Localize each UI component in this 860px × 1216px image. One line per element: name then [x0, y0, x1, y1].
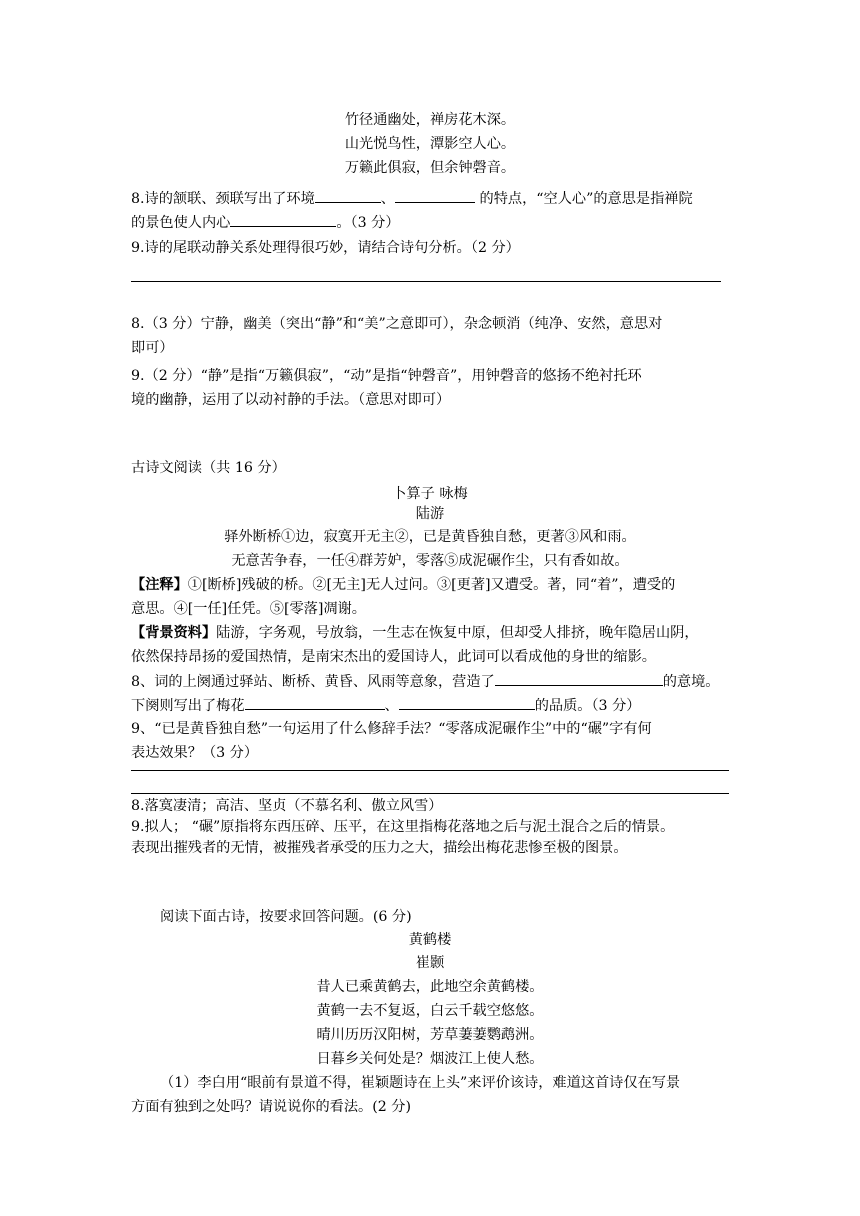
section-heading: 古诗文阅读（共 16 分）: [131, 460, 286, 476]
question-9: 9.诗的尾联动静关系处理得很巧妙，请结合诗句分析。（2 分）: [131, 240, 520, 256]
poem-author: 陆游: [415, 506, 445, 522]
notes-line-2: 意思。④[一任]任凭。⑤[零落]凋谢。: [131, 601, 366, 617]
question-1-line-2: 方面有独到之处吗？请说说你的看法。(2 分): [131, 1099, 411, 1115]
question-8-line-1: 8.诗的颔联、颈联写出了环境 、 的特点，“空人心”的意思是指禅院: [131, 188, 693, 209]
poem-line-4: 日暮乡关何处是？烟波江上使人愁。: [316, 1051, 544, 1067]
question-8-line-1: 8、词的上阕通过驿站、断桥、黄昏、风雨等意象，营造了 的意境。: [131, 671, 719, 692]
poem-line-3: 晴川历历汉阳树，芳草萋萋鹦鹉洲。: [316, 1027, 544, 1043]
poem-line-1: 竹径通幽处，禅房花木深。: [344, 112, 516, 128]
answer-blank[interactable]: [230, 212, 336, 227]
answer-9: 9.拟人； “碾”原指将东西压碎、压平，在这里指梅花落地之后与泥土混合之后的情景。: [131, 819, 675, 835]
answer-line[interactable]: [131, 770, 729, 771]
answer-9: 9.（2 分）“静”是指“万籁俱寂”，“动”是指“钟磬音”，用钟磬音的悠扬不绝衬托环: [131, 368, 642, 384]
background-line-1: 【背景资料】陆游，字务观，号放翁，一生志在恢复中原，但却受人排挤，晚年隐居山阴，: [131, 625, 699, 641]
answer-blank[interactable]: [495, 671, 663, 686]
answer-blank[interactable]: [315, 188, 381, 203]
answer-line[interactable]: [131, 793, 729, 794]
poem-line-2: 无意苦争春，一任④群芳妒，零落⑤成泥碾作尘，只有香如故。: [231, 553, 629, 569]
poem-line-1: 昔人已乘黄鹤去，此地空余黄鹤楼。: [316, 979, 544, 995]
answer-8: 8.（3 分）宁静，幽美（突出“静”和“美”之意即可），杂念顿消（纯净、安然，意思对: [131, 316, 663, 332]
answer-line[interactable]: [131, 281, 721, 282]
answer-8: 8.落寞凄清；高洁、坚贞（不慕名利、傲立风雪）: [131, 798, 443, 814]
answer-9-cont: 境的幽静，运用了以动衬静的手法。（意思对即可）: [131, 392, 451, 408]
poem-title: 卜算子 咏梅: [392, 486, 468, 502]
section-intro: 阅读下面古诗，按要求回答问题。(6 分): [160, 909, 412, 925]
poem-title: 黄鹤楼: [408, 932, 452, 948]
question-8-line-2: 的景色使人内心 。（3 分）: [131, 212, 400, 233]
answer-8-cont: 即可）: [131, 340, 174, 356]
answer-9-cont: 表现出摧残者的无情，被摧残者承受的压力之大，描绘出梅花悲惨至极的图景。: [131, 840, 628, 856]
poem-line-2: 山光悦鸟性，潭影空人心。: [344, 136, 516, 152]
question-9-line-1: 9、“已是黄昏独自愁”一句运用了什么修辞手法？“零落成泥碾作尘”中的“碾”字有何: [131, 721, 652, 737]
notes-line-1: 【注释】①[断桥]残破的桥。②[无主]无人过问。③[更著]又遭受。著，同“着”，遭受的: [131, 577, 676, 593]
answer-blank[interactable]: [399, 695, 535, 710]
question-1-line-1: （1）李白用“眼前有景道不得，崔颖题诗在上头”来评价该诗，难道这首诗仅在写景: [160, 1075, 681, 1091]
background-line-2: 依然保持昂扬的爱国热情，是南宋杰出的爱国诗人，此词可以看成他的身世的缩影。: [131, 649, 656, 665]
poem-line-2: 黄鹤一去不复返，白云千载空悠悠。: [316, 1003, 544, 1019]
poem-author: 崔颢: [415, 955, 445, 971]
answer-blank[interactable]: [245, 695, 385, 710]
question-9-line-2: 表达效果？（3 分）: [131, 745, 259, 761]
answer-blank[interactable]: [395, 188, 475, 203]
poem-line-3: 万籁此俱寂，但余钟磬音。: [344, 160, 516, 176]
poem-line-1: 驿外断桥①边，寂寞开无主②，已是黄昏独自愁，更著③风和雨。: [224, 529, 636, 545]
question-8-line-2: 下阕则写出了梅花 、 的品质。（3 分）: [131, 695, 640, 716]
